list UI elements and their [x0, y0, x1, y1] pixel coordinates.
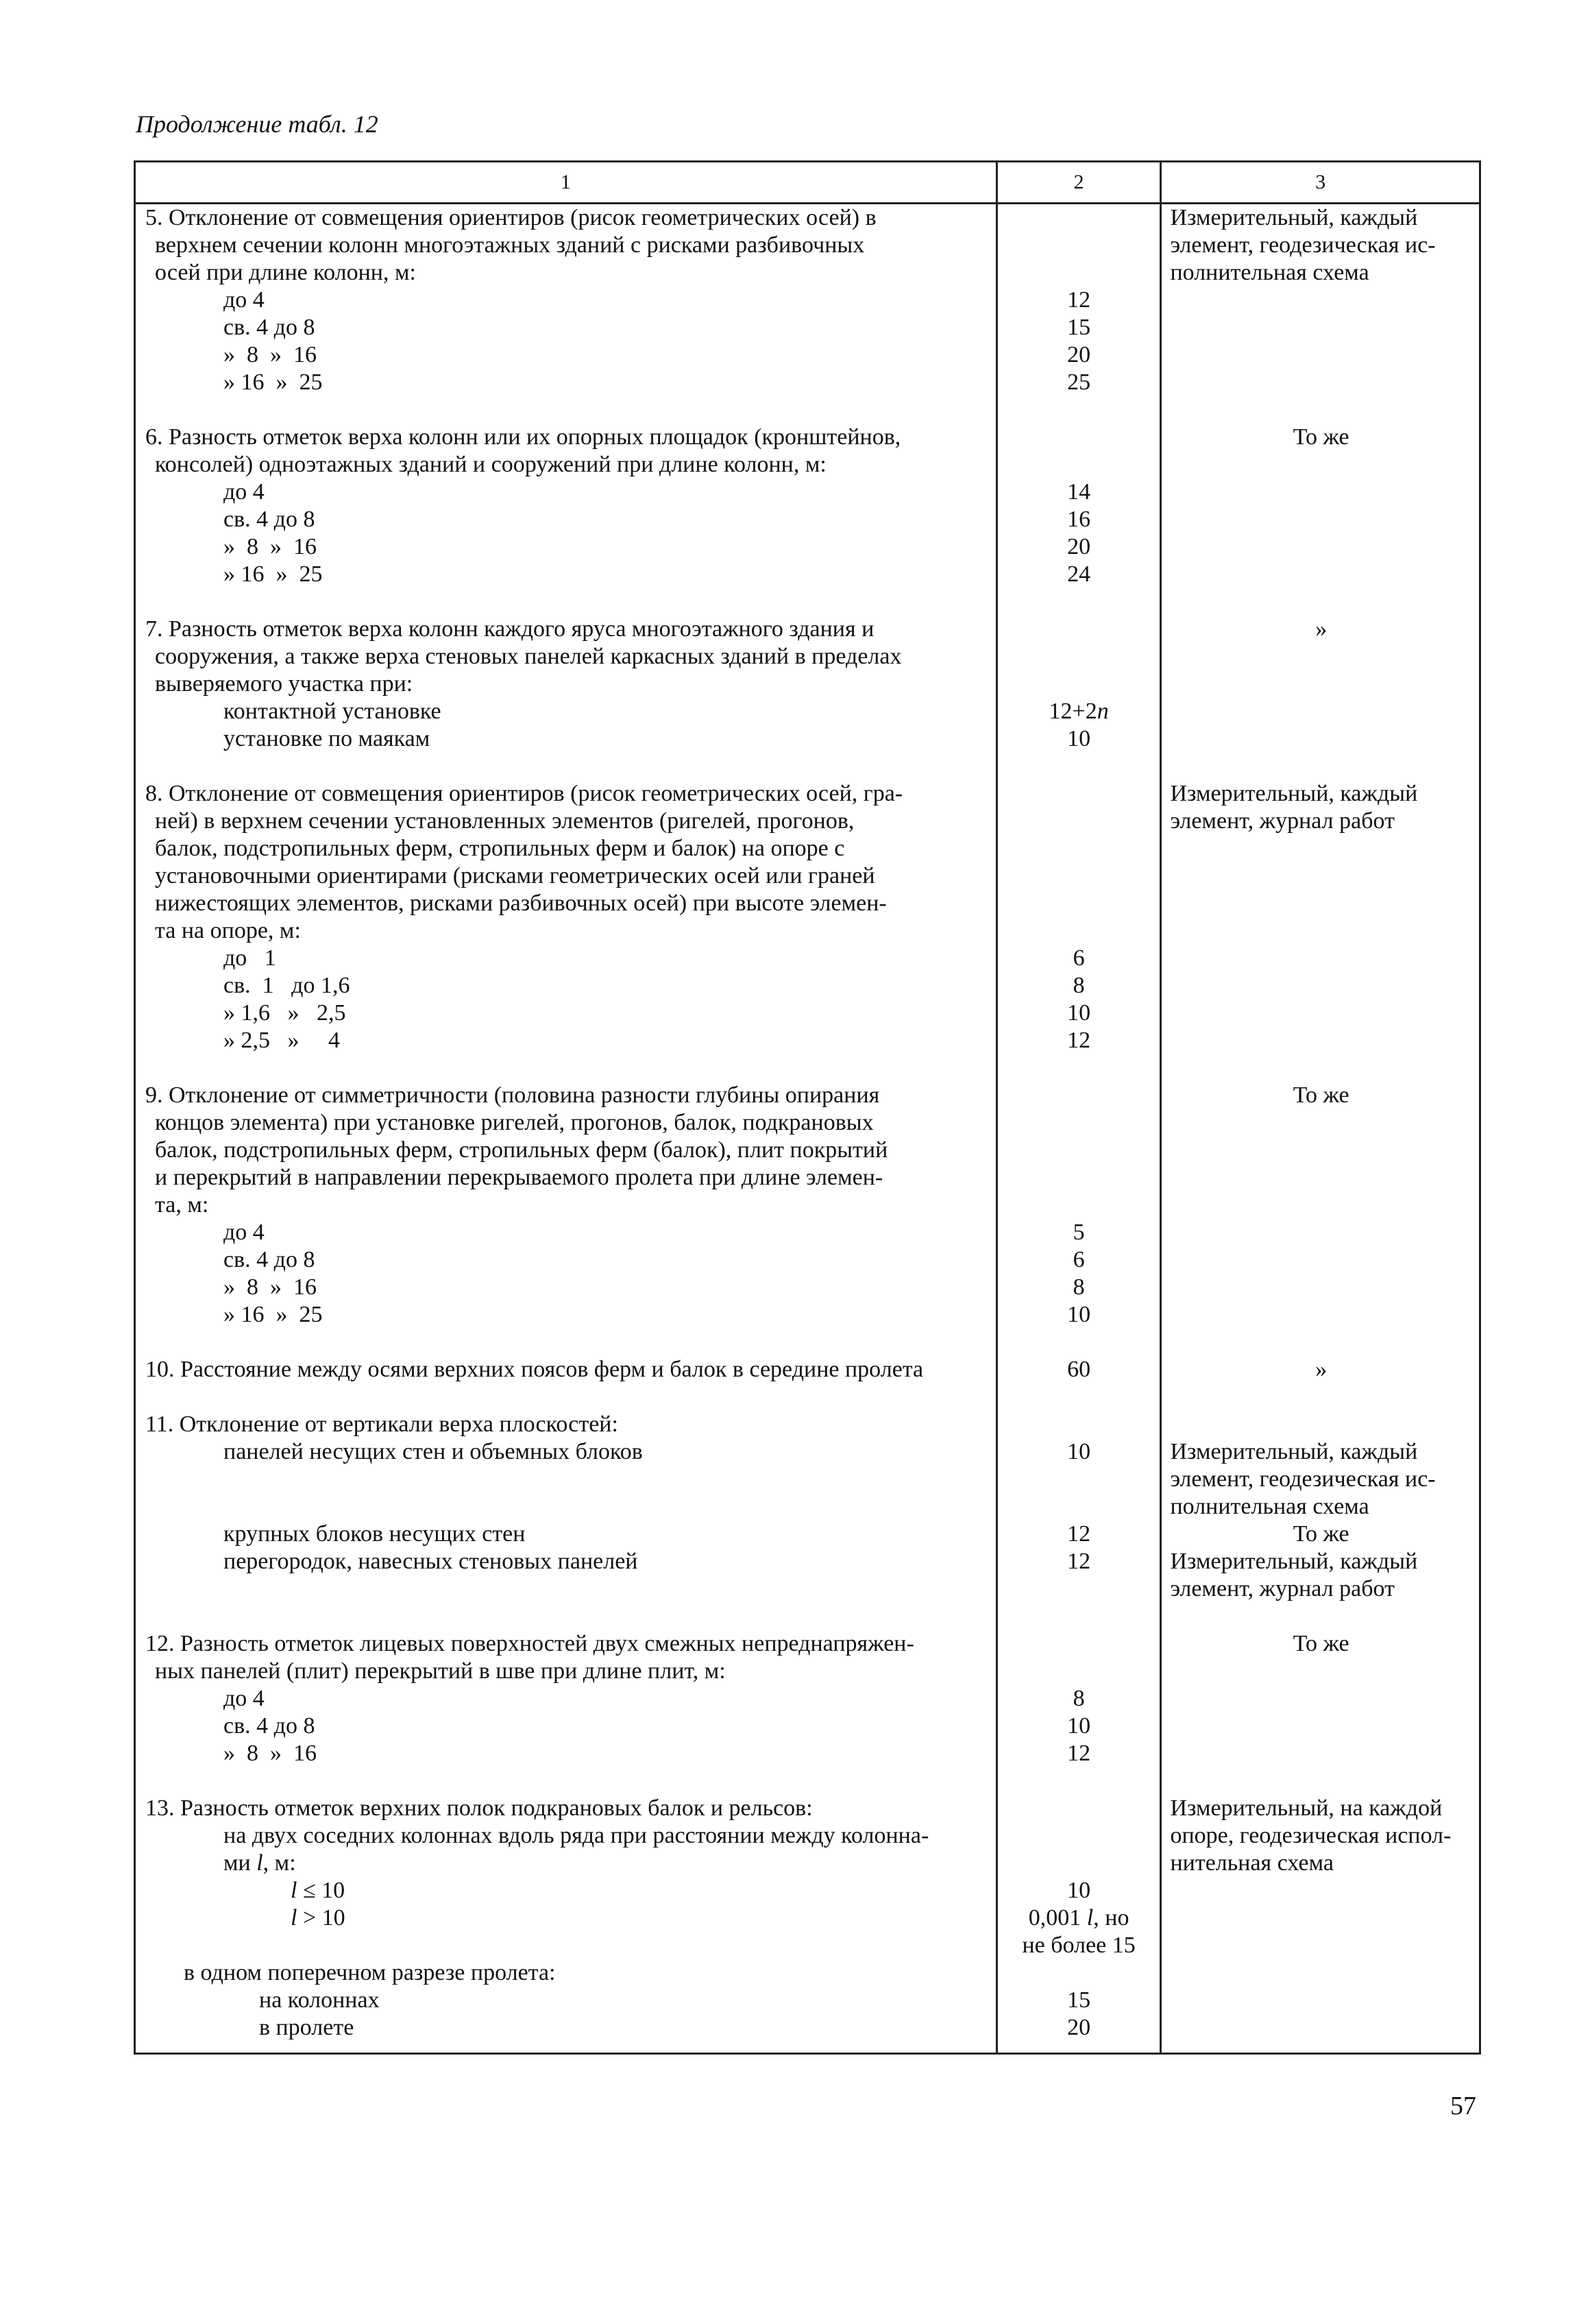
- row-9-sub: до 4: [223, 1220, 265, 1245]
- row-6-value: 24: [1067, 561, 1091, 587]
- row-7-method: [1161, 616, 1480, 753]
- row-6-description: [135, 424, 997, 588]
- row-11-method-line: То же: [1293, 1521, 1349, 1547]
- row-6-title-line: консолей) одноэтажных зданий и сооружений при длине колонн, м:: [155, 452, 827, 477]
- row-9-title-line: и перекрытий в направлении перекрываемого пролета при длине элемен-: [155, 1165, 883, 1190]
- header-col-2: 2: [996, 162, 1161, 204]
- row-12-value: 12: [1067, 1741, 1091, 1766]
- row-11-values: [996, 1411, 1161, 1603]
- row-8-sub: до 1: [223, 945, 276, 971]
- row-9-title-line: концов элемента) при установке ригелей, прогонов, балок, подкрановых: [155, 1110, 874, 1135]
- row-13-sub-line: ми l, м:: [223, 1850, 296, 1876]
- row-9-method-text: То же: [1293, 1082, 1349, 1108]
- row-8-title-line: балок, подстропильных ферм, стропильных ферм и балок) на опоре с: [155, 836, 845, 861]
- row-6-sub: » 16 » 25: [223, 561, 323, 587]
- row-11-sub: крупных блоков несущих стен: [223, 1521, 526, 1547]
- row-6-value: 14: [1067, 479, 1091, 505]
- row-6-title-line: 6. Разность отметок верха колонн или их опорных площадок (кронштейнов,: [145, 424, 901, 450]
- row-9-title-line: та, м:: [155, 1192, 209, 1218]
- row-13-method: [1161, 1795, 1480, 2054]
- row-10-value: 60: [1067, 1357, 1091, 1382]
- row-12-sub: » 8 » 16: [223, 1741, 317, 1766]
- row-10-values: [996, 1356, 1161, 1383]
- row-10-description: [135, 1356, 997, 1383]
- row-8-method: [1161, 780, 1480, 1054]
- row-8-values: [996, 780, 1161, 1054]
- row-12-value: 10: [1067, 1713, 1091, 1739]
- row-6-sub: » 8 » 16: [223, 534, 317, 559]
- row-8-title-line: установочными ориентирами (рисками геометрических осей или граней: [155, 863, 875, 888]
- row-8-sub: » 1,6 » 2,5: [223, 1000, 346, 1026]
- row-5-method-line: Измерительный, каждый: [1170, 205, 1418, 230]
- row-13-method-line: опоре, геодезическая испол-: [1170, 1823, 1452, 1848]
- row-13-value: 15: [1067, 1987, 1091, 2013]
- row-13-values: [996, 1795, 1161, 2054]
- row-7-description: [135, 616, 997, 753]
- row-5-value: 25: [1067, 370, 1091, 395]
- row-5-description: [135, 204, 997, 397]
- row-5-title-line: верхнем сечении колонн многоэтажных зданий с рисками разбивочных: [155, 232, 865, 258]
- row-9-method: [1161, 1082, 1480, 1329]
- row-12-method-text: То же: [1293, 1631, 1349, 1656]
- row-8-title-line: нижестоящих элементов, рисками разбивочных осей) при высоте элемен-: [155, 891, 887, 916]
- tolerance-table: [134, 160, 1481, 2055]
- row-11-method-line: полнительная схема: [1170, 1494, 1369, 1519]
- row-11-sub: перегородок, навесных стеновых панелей: [223, 1549, 638, 1574]
- page-number: 57: [1450, 2092, 1476, 2120]
- table-row-11: [135, 1411, 1480, 1603]
- row-7-values: [996, 616, 1161, 753]
- table-row-5: [135, 204, 1480, 397]
- row-10-method-text: »: [1315, 1357, 1328, 1382]
- row-11-method-line: элемент, журнал работ: [1170, 1576, 1395, 1601]
- row-8-value: 6: [1073, 945, 1085, 971]
- row-6-sub: св. 4 до 8: [223, 507, 315, 532]
- row-5-sub: св. 4 до 8: [223, 315, 315, 340]
- row-7-title-line: сооружения, а также верха стеновых панелей каркасных зданий в пределах: [155, 644, 902, 669]
- row-13-condition: l > 10: [291, 1905, 345, 1930]
- row-6-method: [1161, 424, 1480, 588]
- row-9-value: 6: [1073, 1247, 1085, 1272]
- row-11-title: 11. Отклонение от вертикали верха плоскостей:: [145, 1412, 618, 1437]
- row-11-method-line: Измерительный, каждый: [1170, 1439, 1418, 1464]
- row-5-values: [996, 204, 1161, 397]
- row-5-method: [1161, 204, 1480, 397]
- row-12-title-line: 12. Разность отметок лицевых поверхностей двух смежных непреднапряжен-: [145, 1631, 914, 1656]
- header-row: [135, 162, 1480, 204]
- row-5-title-line: осей при длине колонн, м:: [155, 260, 416, 285]
- row-8-title-line: 8. Отклонение от совмещения ориентиров (рисок геометрических осей, гра-: [145, 781, 903, 806]
- row-13-cross-title: в одном поперечном разрезе пролета:: [184, 1960, 556, 1985]
- table-row-8: [135, 780, 1480, 1054]
- row-7-title-line: 7. Разность отметок верха колонн каждого яруса многоэтажного здания и: [145, 616, 874, 642]
- row-9-title-line: балок, подстропильных ферм, стропильных ферм (балок), плит покрытий: [155, 1137, 888, 1163]
- row-8-title-line: та на опоре, м:: [155, 918, 301, 943]
- row-11-description: [135, 1411, 997, 1603]
- row-8-method-line: элемент, журнал работ: [1170, 808, 1395, 834]
- row-12-sub: до 4: [223, 1686, 265, 1711]
- row-11-method-line: Измерительный, каждый: [1170, 1549, 1418, 1574]
- table-row-13: [135, 1795, 1480, 2054]
- table-row-9: [135, 1082, 1480, 1329]
- table-row-12: [135, 1630, 1480, 1767]
- row-9-value: 5: [1073, 1220, 1085, 1245]
- row-11-value: 10: [1067, 1439, 1091, 1464]
- row-9-description: [135, 1082, 997, 1329]
- row-13-method-line: нительная схема: [1170, 1850, 1334, 1876]
- row-9-sub: » 8 » 16: [223, 1274, 317, 1300]
- header-col-3: 3: [1161, 162, 1480, 204]
- table-caption: Продолжение табл. 12: [136, 110, 378, 138]
- row-10-title: 10. Расстояние между осями верхних поясов ферм и балок в середине пролета: [145, 1357, 924, 1382]
- table-row-10: [135, 1356, 1480, 1383]
- row-13-cross-sub: на колоннах: [259, 1987, 380, 2013]
- row-11-value: 12: [1067, 1549, 1091, 1574]
- row-8-value: 10: [1067, 1000, 1091, 1026]
- row-7-value: 12+2n: [1049, 699, 1109, 724]
- row-7-sub: установке по маякам: [223, 726, 430, 751]
- row-5-method-line: полнительная схема: [1170, 260, 1369, 285]
- row-12-method: [1161, 1630, 1480, 1767]
- row-9-sub: » 16 » 25: [223, 1302, 323, 1327]
- row-6-values: [996, 424, 1161, 588]
- row-13-condition: l ≤ 10: [291, 1878, 345, 1903]
- row-13-title: 13. Разность отметок верхних полок подкрановых балок и рельсов:: [145, 1795, 813, 1821]
- row-11-value: 12: [1067, 1521, 1091, 1547]
- row-5-sub: » 8 » 16: [223, 342, 317, 367]
- row-12-description: [135, 1630, 997, 1767]
- row-13-method-line: Измерительный, на каждой: [1170, 1795, 1443, 1821]
- row-7-sub: контактной установке: [223, 699, 441, 724]
- row-10-method: [1161, 1356, 1480, 1383]
- row-5-value: 20: [1067, 342, 1091, 367]
- table-row-7: [135, 616, 1480, 753]
- row-9-values: [996, 1082, 1161, 1329]
- row-7-title-line: выверяемого участка при:: [155, 671, 413, 697]
- row-6-value: 16: [1067, 507, 1091, 532]
- n-variable: n: [1097, 699, 1109, 724]
- row-11-sub: панелей несущих стен и объемных блоков: [223, 1439, 643, 1464]
- row-8-method-line: Измерительный, каждый: [1170, 781, 1418, 806]
- row-7-value: 10: [1067, 726, 1091, 751]
- row-13-description: [135, 1795, 997, 2054]
- row-9-sub: св. 4 до 8: [223, 1247, 315, 1272]
- table-row-6: [135, 424, 1480, 588]
- row-8-title-line: ней) в верхнем сечении установленных элементов (ригелей, прогонов,: [155, 808, 855, 834]
- row-13-value: 10: [1067, 1878, 1091, 1903]
- row-9-value: 10: [1067, 1302, 1091, 1327]
- row-6-value: 20: [1067, 534, 1091, 559]
- row-13-value: 20: [1067, 2015, 1091, 2040]
- row-5-sub: до 4: [223, 287, 265, 313]
- row-13-value: не более 15: [1022, 1933, 1136, 1958]
- row-8-description: [135, 780, 997, 1054]
- row-5-value: 15: [1067, 315, 1091, 340]
- row-6-method-text: То же: [1293, 424, 1349, 450]
- row-11-method: [1161, 1411, 1480, 1603]
- row-9-title-line: 9. Отклонение от симметричности (половина разности глубины опирания: [145, 1082, 880, 1108]
- row-12-value: 8: [1073, 1686, 1085, 1711]
- row-12-title-line: ных панелей (плит) перекрытий в шве при длине плит, м:: [155, 1658, 726, 1684]
- row-5-sub: » 16 » 25: [223, 370, 323, 395]
- row-5-title-line: 5. Отклонение от совмещения ориентиров (рисок геометрических осей) в: [145, 205, 877, 230]
- row-5-method-line: элемент, геодезическая ис-: [1170, 232, 1436, 258]
- row-8-sub: св. 1 до 1,6: [223, 973, 350, 998]
- header-col-1: 1: [135, 162, 997, 204]
- row-6-sub: до 4: [223, 479, 265, 505]
- row-13-sub-line: на двух соседних колоннах вдоль ряда при расстоянии между колонна-: [223, 1823, 929, 1848]
- l-variable: l: [256, 1850, 263, 1876]
- row-7-method-text: »: [1315, 616, 1328, 642]
- row-12-sub: св. 4 до 8: [223, 1713, 315, 1739]
- row-5-value: 12: [1067, 287, 1091, 313]
- row-8-sub: » 2,5 » 4: [223, 1028, 340, 1053]
- row-8-value: 8: [1073, 973, 1085, 998]
- row-9-value: 8: [1073, 1274, 1085, 1300]
- row-8-value: 12: [1067, 1028, 1091, 1053]
- row-12-values: [996, 1630, 1161, 1767]
- row-13-cross-sub: в пролете: [259, 2015, 354, 2040]
- row-13-value: 0,001 l, но: [1028, 1905, 1129, 1930]
- row-11-method-line: элемент, геодезическая ис-: [1170, 1466, 1436, 1492]
